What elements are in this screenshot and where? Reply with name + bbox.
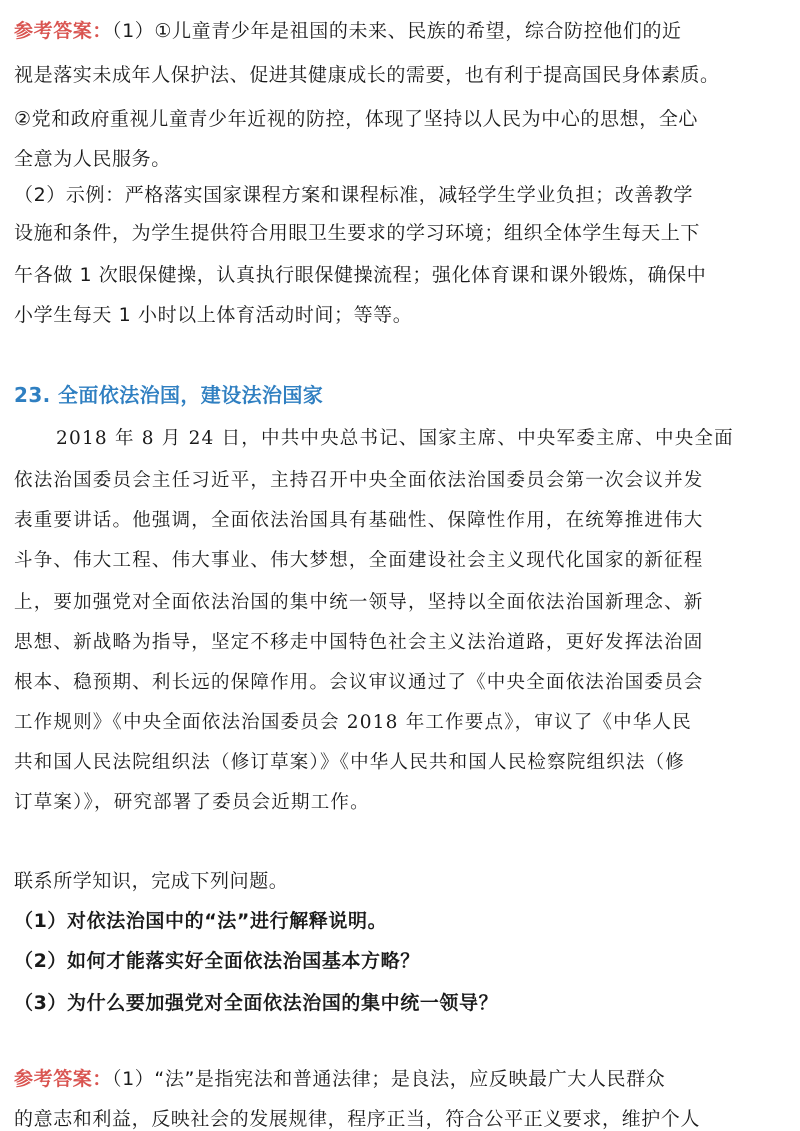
answer-2-line-2: 的意志和利益，反映社会的发展规律，程序正当，符合公平正义要求，维护个人 — [14, 1108, 701, 1130]
answer-1-line-7: 午各做 1 次眼保健操，认真执行眼保健操流程；强化体育课和课外锻炼，确保中 — [14, 264, 707, 286]
material-line-7: 根本、稳预期、利长远的保障作用。会议审议通过了《中央全面依法治国委员会 — [14, 672, 704, 693]
material-line-5: 上，要加强党对全面依法治国的集中统一领导，坚持以全面依法治国新理念、新 — [14, 592, 704, 613]
answer-1-line-8: 小学生每天 1 小时以上体育活动时间；等等。 — [14, 304, 413, 326]
question-prompt: 联系所学知识，完成下列问题。 — [14, 870, 289, 892]
question-1: （1）对依法治国中的“法”进行解释说明。 — [14, 910, 388, 932]
question-2: （2）如何才能落实好全面依法治国基本方略？ — [14, 950, 420, 972]
answer-1-line-5: （2）示例：严格落实国家课程方案和课程标准，减轻学生学业负担；改善教学 — [14, 184, 694, 206]
answer-1-text: （1）①儿童青少年是祖国的未来、民族的希望，综合防控他们的近 — [112, 20, 682, 42]
answer-1-line-2: 视是落实未成年人保护法、促进其健康成长的需要，也有利于提高国民身体素质。 — [14, 64, 720, 86]
answer-label-2: 参考答案： — [14, 1068, 113, 1090]
answer-2-line-1 — [14, 1060, 790, 1098]
section-title: 23. 全面依法治国，建设法治国家 — [14, 383, 324, 407]
answer-2-text: （1）“法”是指宪法和普通法律；是良法，应反映最广大人民群众 — [112, 1068, 666, 1090]
material-line-6: 思想、新战略为指导，坚定不移走中国特色社会主义法治道路，更好发挥法治固 — [14, 632, 704, 653]
material-line-4: 斗争、伟大工程、伟大事业、伟大梦想，全面建设社会主义现代化国家的新征程 — [14, 550, 704, 571]
answer-label: 参考答案： — [14, 20, 113, 42]
answer-1-line-3: ②党和政府重视儿童青少年近视的防控，体现了坚持以人民为中心的思想，全心 — [14, 108, 699, 130]
answer-1-line-1 — [14, 12, 790, 50]
material-line-1: 2018 年 8 月 24 日，中共中央总书记、国家主席、中央军委主席、中央全面 — [56, 428, 734, 449]
material-line-10: 订草案）》，研究部署了委员会近期工作。 — [14, 792, 370, 813]
answer-1-line-6: 设施和条件，为学生提供符合用眼卫生要求的学习环境；组织全体学生每天上下 — [14, 222, 701, 244]
material-line-8: 工作规则》《中央全面依法治国委员会 2018 年工作要点》，审议了《中华人民 — [14, 712, 692, 733]
question-3: （3）为什么要加强党对全面依法治国的集中统一领导？ — [14, 992, 499, 1014]
answer-1-line-4: 全意为人民服务。 — [14, 148, 171, 170]
material-line-9: 共和国人民法院组织法（修订草案）》《中华人民共和国人民检察院组织法（修 — [14, 752, 686, 773]
material-line-3: 表重要讲话。他强调，全面依法治国具有基础性、保障性作用，在统筹推进伟大 — [14, 510, 704, 531]
material-line-2: 依法治国委员会主任习近平，主持召开中央全面依法治国委员会第一次会议并发 — [14, 470, 704, 491]
